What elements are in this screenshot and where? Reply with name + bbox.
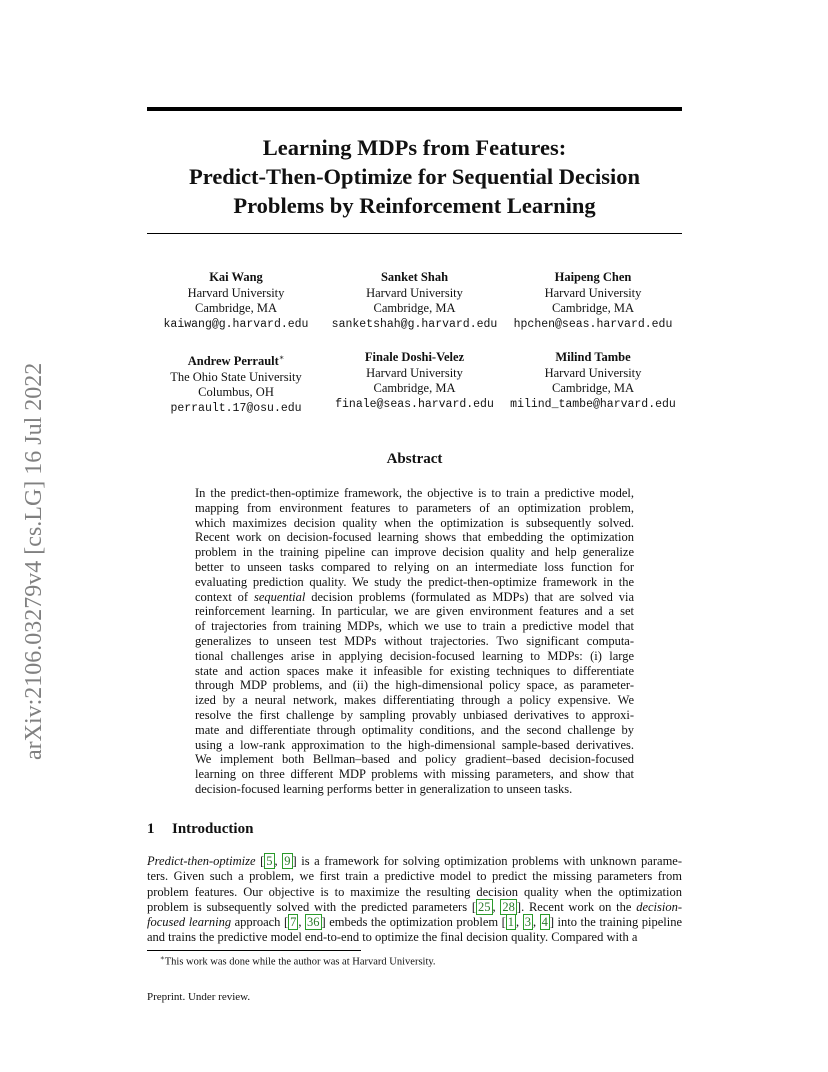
author-name: Andrew Perrault (187, 354, 279, 369)
author-affiliation: Harvard University (544, 285, 642, 300)
citation-link[interactable]: 4 (541, 915, 548, 930)
text-line: ters. Given such a problem, we first train a predictive model to predict the missing parameters from (147, 869, 682, 884)
emph-term: decision- (636, 899, 683, 914)
paper-title (147, 133, 682, 220)
text-line: problem features. Our objective is to maximize the resulting decision quality when the optimization (147, 884, 682, 899)
footnote-text: This work was done while the author was at Harvard University. (164, 956, 436, 968)
text-line (147, 915, 682, 930)
abstract-line: In the predict-then-optimize framework, the objective is to train a predictive model, (195, 486, 634, 500)
abstract-line: generalizes to unseen test MDPs without trajectories. Two significant computa- (195, 633, 634, 648)
author-email[interactable]: perrault.17@osu.edu (170, 401, 302, 415)
abstract-line: using a low-rank approximation to the high-dimensional sample-based derivatives. (195, 737, 634, 752)
abstract-line: mate and differentiate through optimality conditions, and the second challenge by (195, 722, 634, 737)
abstract-line: learning on three different MDP problems with missing parameters, and show that (195, 767, 634, 782)
section-heading (147, 821, 253, 838)
text-span: , (532, 915, 540, 930)
text-span: ] is a framework for solving optimization problems with unknown parame- (292, 854, 683, 868)
abstract-heading: Abstract (386, 451, 443, 467)
author-name-wrap (147, 350, 325, 370)
text-line (147, 854, 682, 869)
author (326, 350, 504, 416)
arxiv-identifier: arXiv:2106.03279v4 [cs.LG] 16 Jul 2022 (21, 362, 47, 760)
citation-link[interactable]: 7 (290, 915, 297, 930)
text-span: ]. Recent work on the (516, 899, 637, 914)
title-top-rule (147, 107, 682, 111)
text-span: , (492, 899, 501, 914)
author-row (147, 350, 682, 416)
author-location: Columbus, OH (198, 385, 274, 400)
footnote-mark: ∗ (160, 954, 165, 962)
author-name: Haipeng Chen (554, 270, 632, 284)
author-email[interactable]: kaiwang@g.harvard.edu (163, 317, 309, 331)
intro-paragraph (147, 854, 682, 946)
section-title: Introduction (172, 821, 254, 837)
emph-term: sequential (253, 589, 306, 604)
text-span: , (298, 915, 306, 930)
author-location: Cambridge, MA (552, 381, 634, 395)
abstract-line: Recent work on decision-focused learning shows that embedding the optimization (195, 530, 634, 545)
author (504, 270, 682, 332)
citation-link[interactable]: 3 (524, 915, 531, 930)
abstract-line: We implement both Bellman–based and policy gradient–based decision-focused (195, 752, 634, 767)
author-affiliation: Harvard University (366, 365, 463, 380)
author-row (147, 270, 682, 332)
abstract-line: decision-focused learning performs better in generalization to unseen tasks. (195, 781, 573, 796)
text-span: , (274, 854, 283, 868)
text-span: approach [ (231, 915, 289, 930)
emph-term: Predict-then-optimize (147, 854, 256, 868)
emph-term: focused learning (147, 915, 232, 930)
author-location: Cambridge, MA (552, 301, 634, 315)
author-name: Milind Tambe (555, 350, 631, 364)
author-name: Kai Wang (209, 270, 263, 284)
author-affiliation: Harvard University (544, 365, 642, 380)
text-span: ] embeds the optimization problem [ (321, 915, 506, 930)
footnote-mark[interactable]: ∗ (278, 353, 285, 362)
text-span: , (516, 915, 523, 930)
citation-link[interactable]: 25 (478, 899, 491, 914)
author-affiliation: The Ohio State University (170, 369, 302, 384)
abstract-line: problem in the training pipeline can improve decision quality and help generalize (195, 545, 634, 560)
author-affiliation: Harvard University (366, 285, 463, 300)
author-email[interactable]: milind_tambe@harvard.edu (510, 397, 676, 411)
abstract-line: mapping from environment features to parameters of an optimization problem, (195, 500, 634, 515)
author (147, 350, 325, 416)
author-email[interactable]: hpchen@seas.harvard.edu (513, 317, 673, 331)
author-location: Cambridge, MA (195, 301, 277, 315)
abstract-line: reinforcement learning. In particular, we are given environment features and a set (195, 604, 634, 619)
author-email[interactable]: sanketshah@g.harvard.edu (331, 317, 498, 331)
abstract-line: evaluating prediction quality. We study the predict-then-optimize framework in the (195, 574, 634, 589)
abstract-body (195, 486, 634, 797)
citation-link[interactable]: 1 (507, 915, 515, 930)
author-affiliation: Harvard University (187, 285, 285, 300)
footnote-rule (147, 950, 361, 951)
title-bottom-rule (147, 233, 682, 234)
abstract-line: better to unseen tasks compared to relying on an intermediate loss function for (195, 559, 634, 574)
text-span: [ (255, 854, 265, 868)
abstract-line: resolve the first challenge by sampling provably unbiased derivatives to approxi- (195, 707, 634, 722)
abstract-line: state and action spaces make it infeasible for existing techniques to differentiate (195, 663, 634, 678)
title-line: Problems by Reinforcement Learning (233, 193, 596, 218)
abstract-line: which maximizes decision quality when the optimization is subsequently solved. (195, 515, 634, 530)
title-line: Learning MDPs from Features: (262, 135, 567, 160)
author (504, 350, 682, 416)
citation-link[interactable]: 28 (502, 899, 515, 914)
author-name: Finale Doshi-Velez (364, 350, 465, 364)
author-name: Sanket Shah (380, 270, 449, 284)
abstract-line: tional challenges arise in applying decision-focused learning to MDPs: (i) large (195, 648, 634, 663)
section-number: 1 (147, 821, 155, 837)
footnote (160, 954, 436, 968)
abstract-line: of trajectories from training MDPs, which we use to train a predictive model that (195, 619, 634, 634)
text-line: and trains the predictive model end-to-end to optimize the final decision quality. Compared with a (147, 930, 638, 945)
abstract-line: context of sequential decision problems (formulated as MDPs) that are solved via (195, 589, 634, 604)
author (147, 270, 325, 332)
abstract-line: ized by a neural network, makes differentiating through a policy expensive. We (195, 693, 634, 708)
abstract-line: through MDP problems, and (ii) the high-dimensional policy space, as parameter- (195, 678, 634, 693)
text-span: problem is subsequently solved with the predicted parameters [ (147, 899, 477, 914)
title-line: Predict-Then-Optimize for Sequential Decision (189, 164, 640, 189)
text-line (147, 900, 682, 915)
citation-link[interactable]: 36 (307, 915, 320, 930)
author-email[interactable]: finale@seas.harvard.edu (335, 397, 494, 411)
author-location: Cambridge, MA (373, 301, 456, 315)
text-span: ] into the training pipeline (549, 915, 682, 930)
author-block (147, 270, 682, 434)
preprint-notice: Preprint. Under review. (147, 991, 251, 1003)
author (326, 270, 504, 332)
citation-link[interactable]: 9 (284, 854, 291, 868)
author-location: Cambridge, MA (373, 381, 456, 395)
citation-link[interactable]: 5 (266, 854, 273, 868)
